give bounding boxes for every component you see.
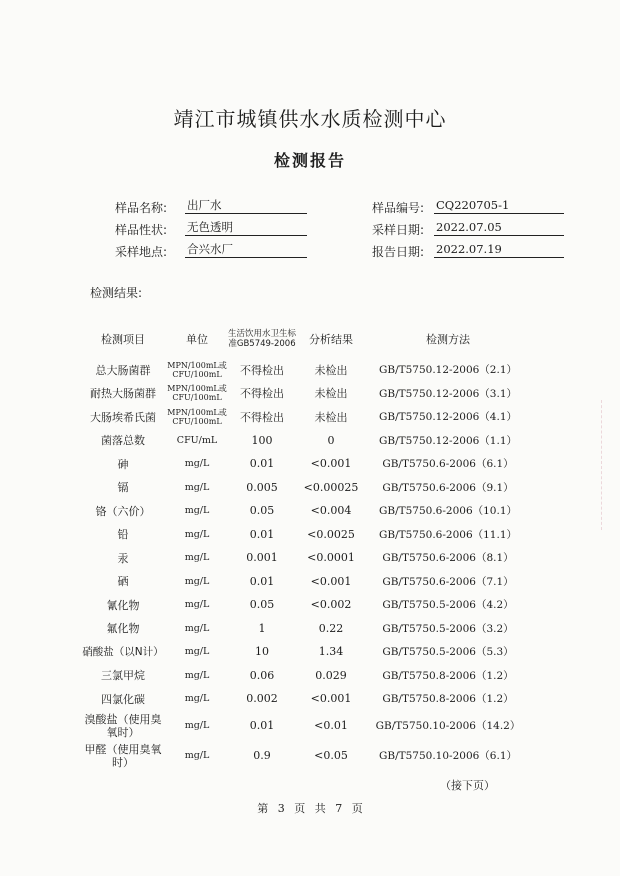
unit-cell: mg/L: [184, 552, 210, 564]
unit-cell: mg/L: [184, 669, 210, 681]
header-method: 检测方法: [426, 333, 470, 346]
continued-note: （接下页）: [440, 779, 495, 792]
table-row: [80, 499, 530, 523]
header-item: 检测项目: [101, 333, 145, 346]
result-cell: 0.22: [318, 621, 344, 635]
method-cell: GB/T5750.8-2006（1.2）: [382, 669, 514, 682]
item-cell: 硒: [117, 575, 129, 589]
standard-cell: 0.05: [249, 504, 275, 518]
table-row: [80, 687, 530, 711]
item-cell: 砷: [117, 457, 129, 471]
standard-cell: 0.01: [249, 457, 275, 471]
result-cell: 未检出: [314, 387, 348, 401]
item-cell: 硝酸盐（以N计）: [82, 646, 164, 659]
sampling-site-label: 采样地点:: [115, 245, 168, 259]
result-cell: 0.029: [315, 668, 347, 682]
method-cell: GB/T5750.12-2006（2.1）: [378, 364, 518, 377]
unit-cell: mg/L: [184, 720, 210, 731]
sample-name-label: 样品名称:: [115, 201, 168, 215]
standard-cell: 0.001: [246, 551, 278, 565]
results-table: [80, 320, 530, 771]
header-unit: 单位: [186, 333, 208, 346]
unit-cell: mg/L: [184, 481, 210, 493]
method-cell: GB/T5750.5-2006（4.2）: [382, 599, 514, 612]
table-row: [80, 570, 530, 594]
item-cell: 溴酸盐（使用臭氧时）: [84, 712, 162, 739]
table-row: [80, 429, 530, 453]
method-cell: GB/T5750.5-2006（5.3）: [382, 646, 514, 659]
report-date-value: 2022.07.19: [434, 242, 564, 258]
table-row: [80, 358, 530, 382]
standard-cell: 0.05: [249, 598, 275, 612]
header-result: 分析结果: [309, 333, 353, 346]
results-header-row: [80, 320, 530, 358]
sample-state-value: 无色透明: [185, 220, 307, 236]
sample-state-label: 样品性状:: [115, 223, 168, 237]
standard-cell: 10: [255, 645, 269, 659]
unit-cell: mg/L: [184, 693, 210, 705]
standard-cell: 0.01: [249, 527, 275, 541]
standard-cell: 0.06: [249, 668, 275, 682]
standard-cell: 不得检出: [240, 363, 284, 377]
report-date-label: 报告日期:: [372, 245, 425, 259]
result-cell: <0.01: [314, 719, 348, 732]
standard-cell: 0.005: [246, 480, 278, 494]
table-row: [80, 617, 530, 641]
standard-cell: 不得检出: [240, 410, 284, 424]
table-row: [80, 711, 530, 741]
item-cell: 总大肠菌群: [95, 363, 151, 377]
table-row: [80, 664, 530, 688]
page-number: 第 3 页 共 7 页: [257, 802, 363, 815]
item-cell: 耐热大肠菌群: [90, 387, 156, 401]
table-row: [80, 452, 530, 476]
method-cell: GB/T5750.12-2006（3.1）: [378, 387, 518, 400]
unit-cell: MPN/100mL或CFU/100mL: [167, 360, 227, 379]
item-cell: 氟化物: [106, 622, 140, 636]
unit-cell: mg/L: [184, 528, 210, 540]
unit-cell: MPN/100mL或CFU/100mL: [167, 384, 227, 403]
unit-cell: mg/L: [184, 505, 210, 517]
standard-cell: 100: [251, 433, 273, 447]
table-row: [80, 405, 530, 429]
item-cell: 四氯化碳: [101, 692, 145, 706]
unit-cell: mg/L: [184, 599, 210, 611]
standard-cell: 0.01: [249, 719, 275, 732]
result-cell: <0.001: [310, 457, 352, 471]
standard-cell: 0.01: [249, 574, 275, 588]
item-cell: 铬（六价）: [95, 504, 151, 518]
table-row: [80, 476, 530, 500]
unit-cell: mg/L: [184, 622, 210, 634]
table-row: [80, 546, 530, 570]
sampling-date-label: 采样日期:: [372, 223, 425, 237]
unit-cell: mg/L: [184, 458, 210, 470]
unit-cell: mg/L: [184, 750, 210, 761]
result-cell: <0.0001: [307, 551, 355, 565]
standard-cell: 不得检出: [240, 387, 284, 401]
result-cell: <0.0025: [307, 527, 355, 541]
method-cell: GB/T5750.6-2006（10.1）: [378, 505, 518, 518]
method-cell: GB/T5750.6-2006（6.1）: [382, 458, 514, 471]
result-cell: <0.004: [310, 504, 352, 518]
method-cell: GB/T5750.6-2006（8.1）: [382, 552, 514, 565]
table-row: [80, 523, 530, 547]
item-cell: 镉: [117, 481, 129, 495]
result-cell: <0.00025: [303, 480, 359, 494]
header-standard: 生活饮用水卫生标准GB5749-2006: [228, 329, 297, 349]
item-cell: 三氯甲烷: [101, 669, 145, 683]
table-row: [80, 741, 530, 771]
result-cell: <0.001: [310, 692, 352, 706]
method-cell: GB/T5750.6-2006（11.1）: [378, 528, 518, 541]
standard-cell: 0.9: [253, 749, 271, 762]
standard-cell: 1: [258, 621, 266, 635]
method-cell: GB/T5750.8-2006（1.2）: [382, 693, 514, 706]
results-section-label: 检测结果:: [90, 286, 143, 300]
scan-stain-decoration: [601, 400, 616, 530]
method-cell: GB/T5750.12-2006（4.1）: [378, 411, 518, 424]
result-cell: <0.002: [310, 598, 352, 612]
unit-cell: CFU/mL: [176, 434, 218, 446]
item-cell: 汞: [117, 551, 129, 565]
result-cell: <0.001: [310, 574, 352, 588]
item-cell: 甲醛（使用臭氧时）: [84, 742, 162, 769]
method-cell: GB/T5750.6-2006（7.1）: [382, 575, 514, 588]
result-cell: 未检出: [314, 410, 348, 424]
item-cell: 铅: [117, 528, 129, 542]
sample-name-value: 出厂水: [185, 198, 307, 214]
center-title: 靖江市城镇供水水质检测中心: [173, 107, 447, 131]
item-cell: 菌落总数: [101, 434, 145, 448]
table-row: [80, 382, 530, 406]
item-cell: 氰化物: [106, 598, 140, 612]
unit-cell: mg/L: [184, 575, 210, 587]
result-cell: 0: [327, 433, 335, 447]
result-cell: 1.34: [318, 645, 344, 659]
method-cell: GB/T5750.10-2006（14.2）: [375, 720, 521, 732]
report-title: 检测报告: [273, 151, 346, 170]
sample-code-label: 样品编号:: [372, 201, 425, 215]
sample-code-value: CQ220705-1: [434, 198, 564, 214]
table-row: [80, 640, 530, 664]
sampling-site-value: 合兴水厂: [185, 242, 307, 258]
item-cell: 大肠埃希氏菌: [90, 410, 156, 424]
method-cell: GB/T5750.5-2006（3.2）: [382, 622, 514, 635]
method-cell: GB/T5750.12-2006（1.1）: [378, 434, 518, 447]
sampling-date-value: 2022.07.05: [434, 220, 564, 236]
unit-cell: MPN/100mL或CFU/100mL: [167, 407, 227, 426]
result-cell: 未检出: [314, 363, 348, 377]
result-cell: <0.05: [314, 749, 348, 762]
method-cell: GB/T5750.10-2006（6.1）: [378, 750, 518, 762]
unit-cell: mg/L: [184, 646, 210, 658]
standard-cell: 0.002: [246, 692, 278, 706]
method-cell: GB/T5750.6-2006（9.1）: [382, 481, 514, 494]
table-row: [80, 593, 530, 617]
